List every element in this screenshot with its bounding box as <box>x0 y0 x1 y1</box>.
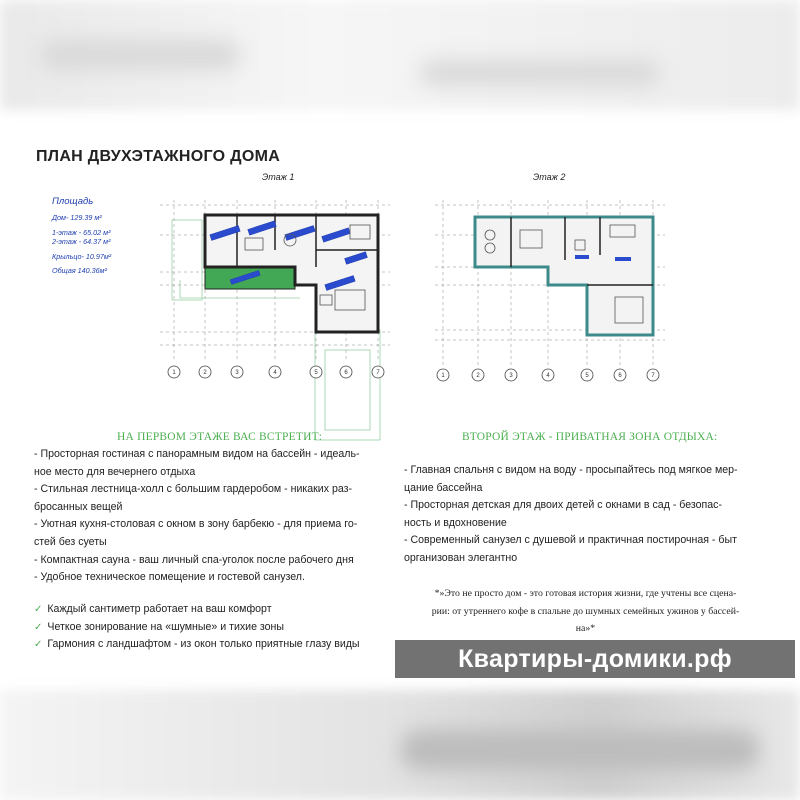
area-house: Дом- 129.39 м² <box>52 213 102 222</box>
floor1-plan <box>150 180 400 445</box>
blurred-block <box>40 40 240 70</box>
description-line: бросанных вещей <box>34 500 123 513</box>
description-line: - Компактная сауна - ваш личный спа-уголок после рабочего дня <box>34 553 354 566</box>
check-icon: ✓ <box>34 621 43 633</box>
axis-label: 5 <box>314 370 318 376</box>
floor1-label: Этаж 1 <box>262 172 295 182</box>
axis-label: 2 <box>203 370 207 376</box>
area-total: Общая 140.36м² <box>52 266 107 275</box>
page-title: ПЛАН ДВУХЭТАЖНОГО ДОМА <box>36 148 281 165</box>
axis-label: 6 <box>618 373 622 379</box>
description-line: - Современный санузел с душевой и практичная постирочная - быт <box>404 534 737 547</box>
axis-label: 2 <box>476 373 480 379</box>
benefit-item: ✓ Гармония с ландшафтом - из окон только приятные глазу виды <box>34 638 360 651</box>
note-line: на»* <box>575 623 596 635</box>
area-heading: Площадь <box>52 196 94 207</box>
axis-label: 3 <box>235 370 239 376</box>
benefit-item: ✓ Каждый сантиметр работает на ваш комфорт <box>34 603 272 615</box>
floor2-plan <box>425 185 675 390</box>
axis-label: 5 <box>585 373 589 379</box>
description-line: - Просторная детская для двоих детей с окнами в сад - безопас- <box>404 499 722 512</box>
benefit-item: ✓ Четкое зонирование на «шумные» и тихие зоны <box>34 620 285 633</box>
floor1-description <box>34 446 360 587</box>
blurred-block <box>420 60 660 86</box>
axis-label: 1 <box>172 370 176 376</box>
description-line: стей без суеты <box>34 535 107 548</box>
description-line: - Удобное техническое помещение и гостевой санузел. <box>34 571 305 584</box>
floor2-label: Этаж 2 <box>533 172 566 182</box>
axis-label: 4 <box>546 373 550 379</box>
axis-label: 7 <box>651 373 655 379</box>
area-floor1: 1-этаж - 65.02 м² <box>52 227 111 237</box>
benefits-list <box>34 601 360 654</box>
description-line: ность и вдохновение <box>404 516 507 529</box>
description-line: ное место для вечернего отдыха <box>34 465 196 478</box>
description-line: организован элегантно <box>404 551 518 564</box>
axis-label: 4 <box>273 370 277 376</box>
description-line: цание бассейна <box>404 481 483 494</box>
check-icon: ✓ <box>34 604 43 615</box>
note-line: *»Это не просто дом - это готовая история жизни, где учтены все сцена- <box>434 588 737 599</box>
check-icon: ✓ <box>34 639 43 651</box>
blurred-block <box>400 730 760 770</box>
description-line: - Стильная лестница-холл с большим гардеробом - никаких раз- <box>34 483 352 496</box>
description-line: - Уютная кухня-столовая с окном в зону барбекю - для приема го- <box>34 518 358 531</box>
note-line: рии: от утреннего кофе в спальне до шумных семейных ужинов у бассей- <box>431 605 740 617</box>
watermark-banner: Квартиры-домики.рф <box>395 640 795 678</box>
area-floor2: 2-этаж - 64.37 м² <box>52 237 111 246</box>
axis-label: 1 <box>441 373 445 379</box>
axis-label: 7 <box>376 370 380 376</box>
description-line: - Просторная гостиная с панорамным видом на бассейн - идеаль- <box>34 448 360 460</box>
area-summary <box>52 196 162 276</box>
floor2-heading: ВТОРОЙ ЭТАЖ - ПРИВАТНАЯ ЗОНА ОТДЫХА: <box>462 431 718 443</box>
floor2-description <box>404 462 738 568</box>
floor1-heading: НА ПЕРВОМ ЭТАЖЕ ВАС ВСТРЕТИТ: <box>117 431 323 443</box>
description-line: - Главная спальня с видом на воду - просыпайтесь под мягкое мер- <box>404 464 738 476</box>
axis-label: 6 <box>344 370 348 376</box>
quote-note <box>408 585 763 638</box>
axis-label: 3 <box>509 373 513 379</box>
area-porch: Крыльцо- 10.97м² <box>52 251 112 261</box>
